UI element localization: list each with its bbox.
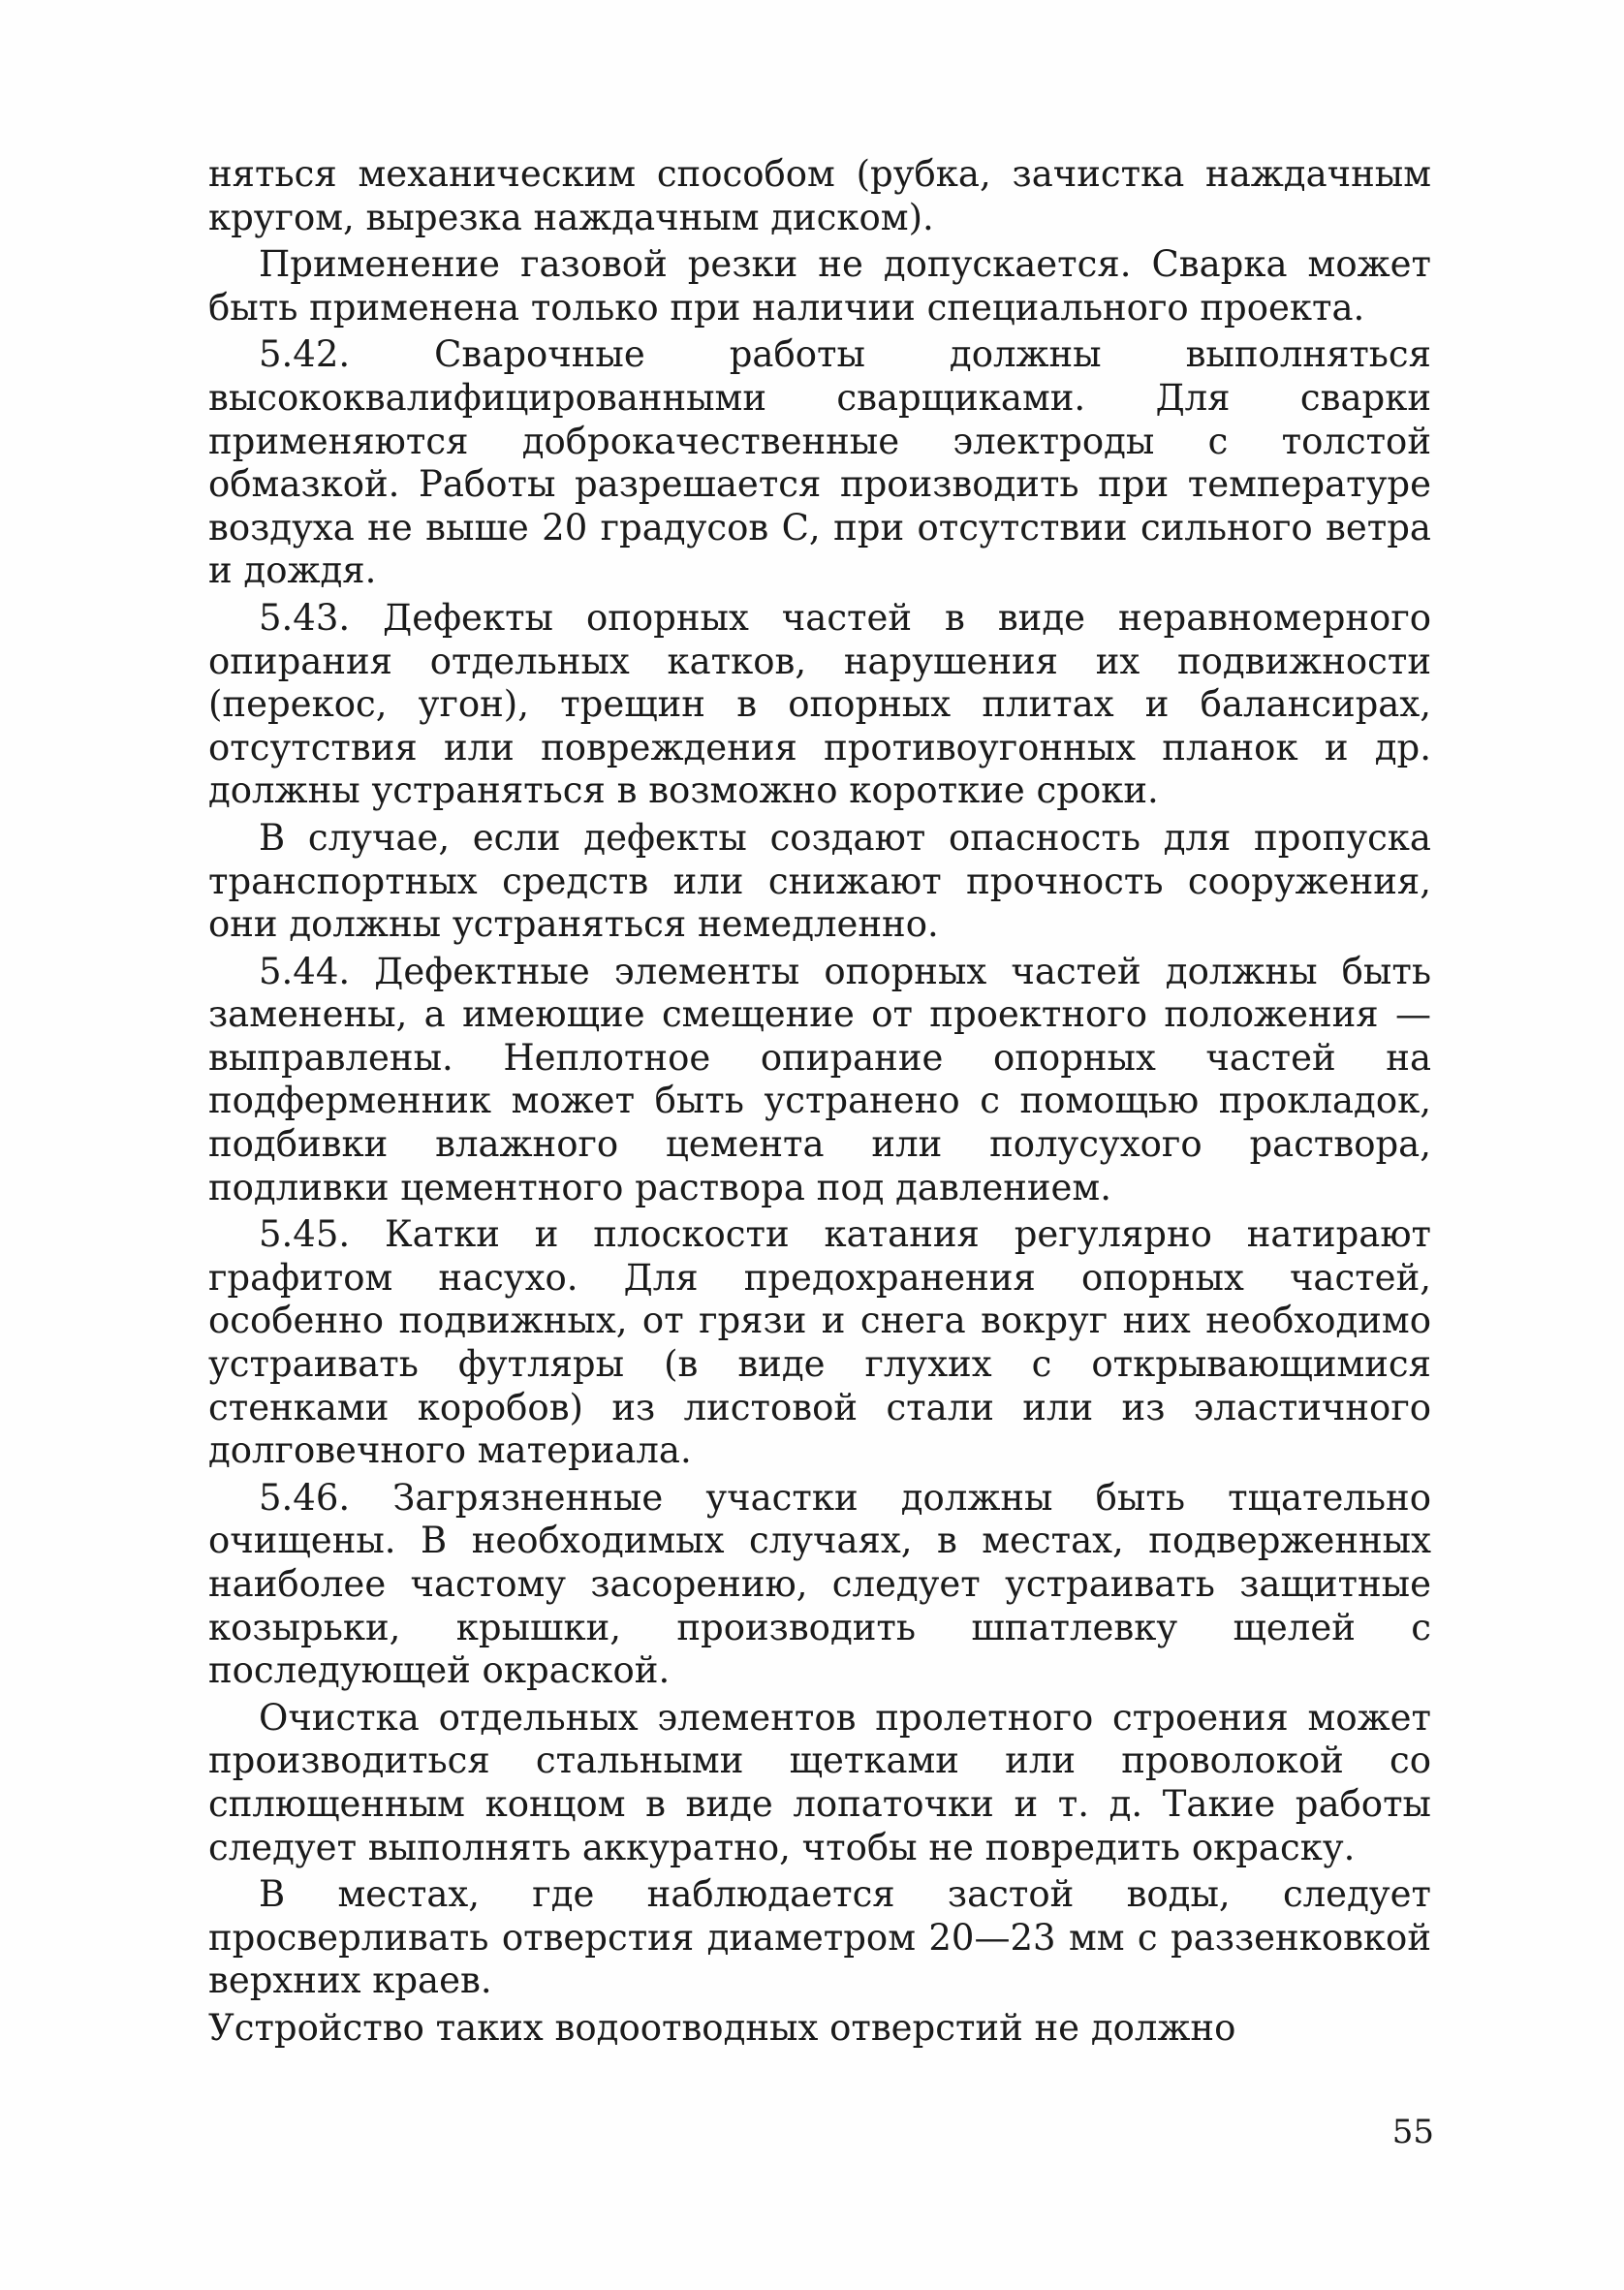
paragraph-gas-cutting: Применение газовой резки не допускается. Сварка может быть применена только при наличии специального проекта. [208,243,1431,329]
paragraph-defects-danger: В случае, если дефекты создают опасность для пропуска транспортных средств или снижают прочность сооружения, они должны устраняться немедленно. [208,816,1431,946]
paragraph-5-46: 5.46. Загрязненные участки должны быть тщательно очищены. В необходимых случаях, в местах, подверженных наиболее частому засорению, следует устраивать защитные козырьки, крышки, производить шпатлевку щелей с последующей окраской. [208,1476,1431,1692]
paragraph-water-stagnation: В местах, где наблюдается застой воды, следует просверливать отверстия диаметром 20—23 мм с раззенковкой верхних краев. [208,1873,1431,2002]
paragraph-continuation: няться механическим способом (рубка, зачистка наждачным кругом, вырезка наждачным диском). [208,153,1431,238]
paragraph-5-43: 5.43. Дефекты опорных частей в виде неравномерного опирания отдельных катков, нарушения их подвижности (перекос, угон), трещин в опорных плитах и балансирах, отсутствия или повреждения противоугонных планок и др. должны устраняться в возможно короткие сроки. [208,596,1431,812]
body-text [208,153,1431,2055]
paragraph-5-45: 5.45. Катки и плоскости катания регулярно натирают графитом насухо. Для предохранения опорных частей, особенно подвижных, от грязи и снега вокруг них необходимо устраивать футляры (в виде глухих с открывающимися стенками коробов) из листовой стали или из эластичного долговечного материала. [208,1213,1431,1472]
paragraph-5-42: 5.42. Сварочные работы должны выполняться высококвалифицированными сварщиками. Для сварки применяются доброкачественные электроды с толстой обмазкой. Работы разрешается производить при температуре воздуха не выше 20 градусов С, при отсутствии сильного ветра и дождя. [208,333,1431,592]
page-number: 55 [1391,2113,1434,2151]
paragraph-drain-holes: Устройство таких водоотводных отверстий не должно [208,2006,1236,2049]
paragraph-5-44: 5.44. Дефектные элементы опорных частей должны быть заменены, а имеющие смещение от проектного положения — выправлены. Неплотное опирание опорных частей на подферменник может быть устранено с помощью прокладок, подбивки влажного цемента или полусухого раствора, подливки цементного раствора под давлением. [208,950,1431,1208]
paragraph-cleaning: Очистка отдельных элементов пролетного строения может производиться стальными щетками или проволокой со сплющенным концом в виде лопаточки и т. д. Такие работы следует выполнять аккуратно, чтобы не повредить окраску. [208,1696,1431,1868]
